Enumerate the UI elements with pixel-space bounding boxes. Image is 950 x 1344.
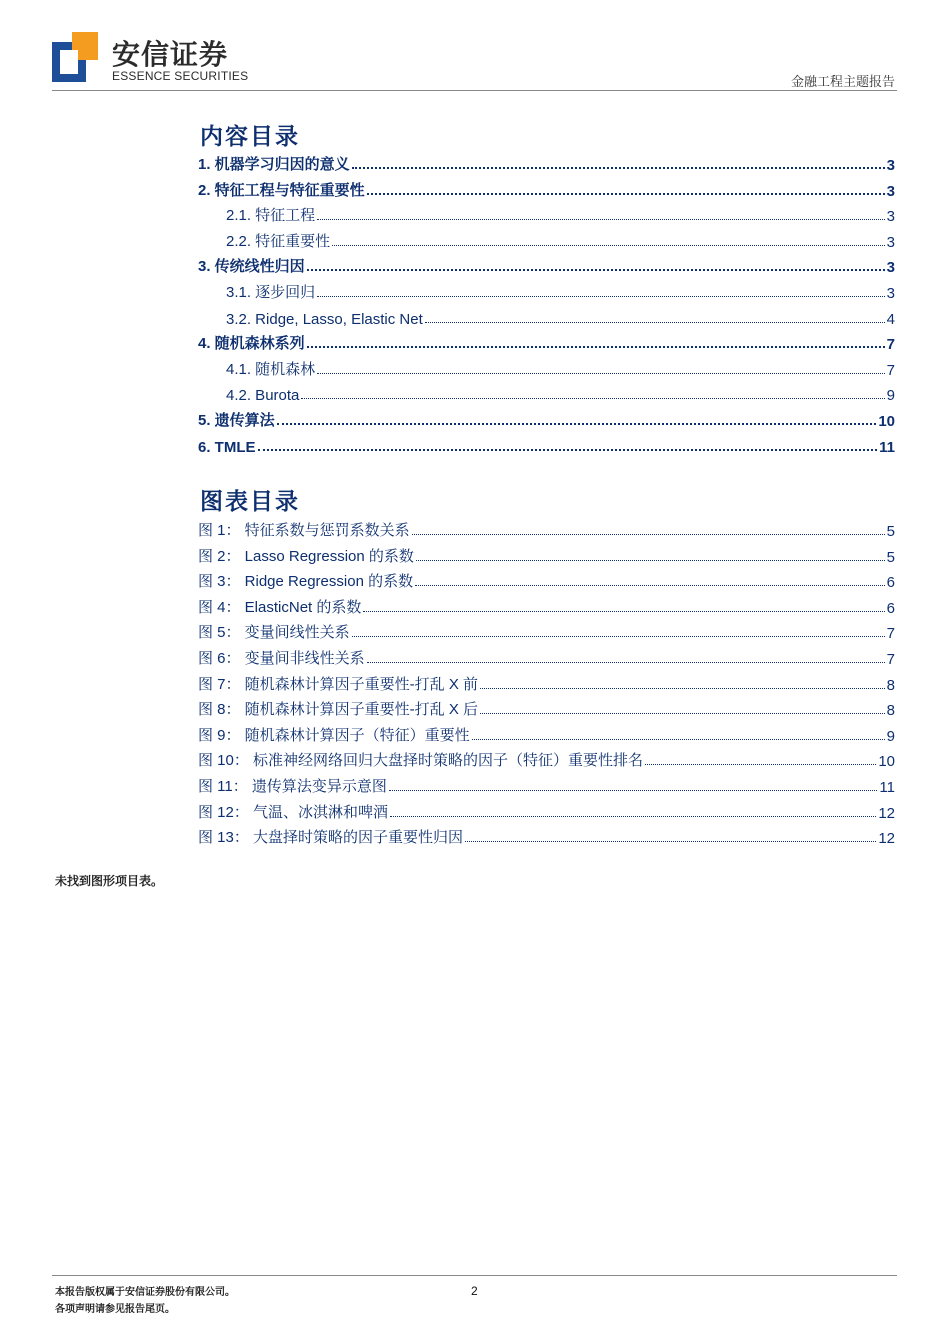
dot-leader xyxy=(367,193,885,195)
dot-leader xyxy=(258,449,878,451)
toc-item-label: 5. 遗传算法 xyxy=(198,412,275,429)
essence-logo-icon xyxy=(52,32,98,82)
toc-item[interactable] xyxy=(198,382,895,404)
toc-item[interactable] xyxy=(198,331,895,353)
figure-item-page: 5 xyxy=(886,549,895,566)
dot-leader xyxy=(480,713,885,714)
dot-leader xyxy=(390,816,876,817)
dot-leader xyxy=(416,560,885,561)
figure-item-page: 9 xyxy=(886,728,895,745)
figure-item-label: 图 5： 变量间线性关系 xyxy=(198,624,350,641)
toc-item-label: 2. 特征工程与特征重要性 xyxy=(198,182,365,199)
figure-item-page: 11 xyxy=(879,779,895,796)
figure-item-label: 图 6： 变量间非线性关系 xyxy=(198,650,365,667)
figure-item-page: 6 xyxy=(886,600,895,617)
dot-leader xyxy=(363,611,884,612)
missing-figure-table-note: 未找到图形项目表。 xyxy=(55,874,164,888)
toc-item-page: 3 xyxy=(886,208,895,225)
toc-item-page: 7 xyxy=(886,362,895,379)
toc-item-label: 3. 传统线性归因 xyxy=(198,258,305,275)
logo-chinese-name: 安信证券 xyxy=(112,38,229,71)
figure-item[interactable] xyxy=(198,620,895,642)
figure-item[interactable] xyxy=(198,595,895,617)
figure-item-label: 图 12： 气温、冰淇淋和啤酒 xyxy=(198,804,389,821)
toc-item-label: 3.1. 逐步回归 xyxy=(226,284,316,301)
figure-item-label: 图 11： 遗传算法变异示意图 xyxy=(198,778,387,795)
toc-item-page: 7 xyxy=(886,336,895,353)
dot-leader xyxy=(367,662,885,663)
toc-item[interactable] xyxy=(198,408,895,430)
toc-item-label: 2.1. 特征工程 xyxy=(226,207,316,224)
dot-leader xyxy=(645,764,876,765)
dot-leader xyxy=(332,245,884,246)
toc-item-page: 3 xyxy=(886,183,895,200)
report-type-label: 金融工程主题报告 xyxy=(790,75,895,90)
figure-item[interactable] xyxy=(198,723,895,745)
figure-item-page: 7 xyxy=(886,651,895,668)
figure-item-label: 图 1： 特征系数与惩罚系数关系 xyxy=(198,522,410,539)
dot-leader xyxy=(317,219,884,220)
toc-item-page: 3 xyxy=(886,259,895,276)
toc-item[interactable] xyxy=(198,229,895,251)
figure-item-page: 8 xyxy=(886,677,895,694)
dot-leader xyxy=(412,534,885,535)
figure-item-page: 10 xyxy=(878,753,895,770)
page-header xyxy=(52,28,897,91)
figure-item-page: 6 xyxy=(886,574,895,591)
logo-english-name: ESSENCE SECURITIES xyxy=(112,69,249,83)
figure-item-label: 图 2： Lasso Regression 的系数 xyxy=(198,548,414,565)
figure-item[interactable] xyxy=(198,825,895,847)
dot-leader xyxy=(465,841,876,842)
page-number: 2 xyxy=(471,1284,478,1298)
dot-leader xyxy=(301,398,884,399)
toc-item-label: 3.2. Ridge, Lasso, Elastic Net xyxy=(226,311,423,328)
figure-item-label: 图 4： ElasticNet 的系数 xyxy=(198,599,362,616)
toc-item[interactable] xyxy=(198,178,895,200)
figure-item[interactable] xyxy=(198,672,895,694)
toc-item-page: 3 xyxy=(886,234,895,251)
page-footer xyxy=(52,1275,897,1315)
figure-item[interactable] xyxy=(198,748,895,770)
figure-item[interactable] xyxy=(198,569,895,591)
dot-leader xyxy=(425,322,885,323)
figure-item[interactable] xyxy=(198,774,895,796)
figure-item[interactable] xyxy=(198,646,895,668)
dot-leader xyxy=(277,423,877,425)
toc-item[interactable] xyxy=(198,306,895,328)
toc-item-label: 4. 随机森林系列 xyxy=(198,335,305,352)
dot-leader xyxy=(317,296,884,297)
figure-item-page: 5 xyxy=(886,523,895,540)
dot-leader xyxy=(307,346,885,348)
toc-item[interactable] xyxy=(198,357,895,379)
figure-item[interactable] xyxy=(198,518,895,540)
toc-item-page: 3 xyxy=(886,285,895,302)
figure-item-page: 7 xyxy=(886,625,895,642)
figure-item[interactable] xyxy=(198,544,895,566)
toc-item[interactable] xyxy=(198,434,895,456)
toc-item[interactable] xyxy=(198,280,895,302)
dot-leader xyxy=(415,585,885,586)
toc-item-label: 6. TMLE xyxy=(198,439,256,456)
dot-leader xyxy=(352,167,885,169)
dot-leader xyxy=(352,636,885,637)
toc-title: 内容目录 xyxy=(200,123,300,150)
figure-item-label: 图 9： 随机森林计算因子（特征）重要性 xyxy=(198,727,470,744)
toc-item-label: 2.2. 特征重要性 xyxy=(226,233,331,250)
figure-item-page: 8 xyxy=(886,702,895,719)
toc-item[interactable] xyxy=(198,203,895,225)
toc-item-page: 3 xyxy=(886,157,895,174)
figure-list-title: 图表目录 xyxy=(200,488,300,515)
toc-item-page: 10 xyxy=(878,413,895,430)
toc-item-label: 4.1. 随机森林 xyxy=(226,361,316,378)
toc-item-page: 4 xyxy=(886,311,895,328)
toc-item[interactable] xyxy=(198,254,895,276)
figure-item-page: 12 xyxy=(878,830,895,847)
toc-item-label: 1. 机器学习归因的意义 xyxy=(198,156,350,173)
disclaimer-notice: 各项声明请参见报告尾页。 xyxy=(55,1304,175,1315)
figure-item[interactable] xyxy=(198,697,895,719)
figure-item-label: 图 13： 大盘择时策略的因子重要性归因 xyxy=(198,829,464,846)
figure-item-label: 图 7： 随机森林计算因子重要性-打乱 X 前 xyxy=(198,676,479,693)
dot-leader xyxy=(480,688,885,689)
dot-leader xyxy=(389,790,878,791)
figure-item-label: 图 10： 标准神经网络回归大盘择时策略的因子（特征）重要性排名 xyxy=(198,752,644,769)
dot-leader xyxy=(307,269,885,271)
figure-item-page: 12 xyxy=(878,805,895,822)
toc-item-page: 9 xyxy=(886,387,895,404)
toc-item-page: 11 xyxy=(879,439,895,456)
dot-leader xyxy=(317,373,884,374)
figure-item[interactable] xyxy=(198,800,895,822)
dot-leader xyxy=(472,739,885,740)
toc-item[interactable] xyxy=(198,152,895,174)
copyright-notice: 本报告版权属于安信证券股份有限公司。 xyxy=(55,1287,235,1298)
figure-item-label: 图 8： 随机森林计算因子重要性-打乱 X 后 xyxy=(198,701,479,718)
toc-item-label: 4.2. Burota xyxy=(226,387,300,404)
figure-item-label: 图 3： Ridge Regression 的系数 xyxy=(198,573,414,590)
